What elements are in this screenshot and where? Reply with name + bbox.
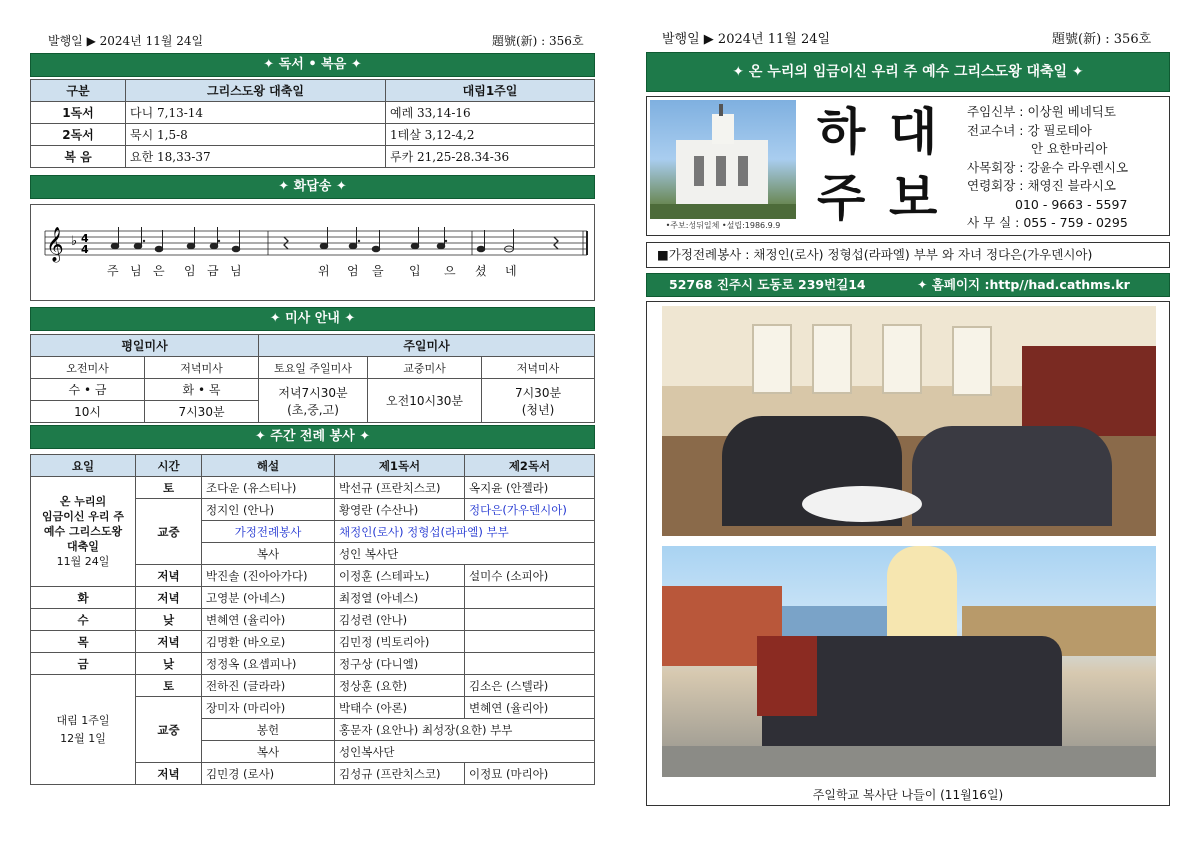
mass-sat-cell (259, 379, 368, 423)
mass-title: ✦ 미사 안내 ✦ (30, 307, 595, 331)
reader2: 설미수 (소피아) (465, 565, 595, 587)
issue-date: 발행일 ▶ 2024년 11월 24일 (48, 34, 204, 48)
service-header: 제2독서 (465, 455, 595, 477)
mass-eve-time: 7시30분 (514, 385, 562, 400)
reader1: 박태수 (아론) (335, 697, 465, 719)
reader1: 박선규 (프란치스코) (335, 477, 465, 499)
commentator: 조다운 (유스티나) (202, 477, 335, 499)
masthead-title (807, 97, 957, 235)
sunday1-date: 11월 24일 (56, 555, 110, 568)
photos-caption: 주일학교 복사단 나들이 (11월16일) (812, 788, 1004, 802)
reading-cell: 예레 33,14-16 (386, 102, 595, 124)
reader2 (465, 653, 595, 675)
lyric-syllable: 을 (372, 264, 384, 278)
time-cell: 토 (136, 675, 202, 697)
time-cell: 저녁 (136, 565, 202, 587)
family-service-note: ■가정전례봉사 : 채정인(로사) 정형섭(라파엘) 부부 와 자녀 정다은(가우덴시아) (646, 242, 1170, 268)
sunday1-line: 예수 그리스도왕 (43, 525, 123, 538)
altar-server-names: 성인 복사단 (335, 543, 595, 565)
readings-table (30, 79, 595, 168)
reading-label: 1독서 (31, 102, 126, 124)
commentator: 정지인 (안나) (202, 499, 335, 521)
reader1: 정구상 (다니엘) (335, 653, 465, 675)
commentator: 박진솔 (진아아가다) (202, 565, 335, 587)
mass-days: 수 • 금 (31, 379, 145, 401)
commentator: 김민경 (로사) (202, 763, 335, 785)
service-header: 시간 (136, 455, 202, 477)
altar-server-label: 복사 (202, 543, 335, 565)
sunday1-line: 대축일 (67, 540, 99, 553)
restaurant-photo (662, 306, 1156, 536)
sunday1-line: 임금이신 우리 주 (41, 510, 125, 523)
masthead (646, 96, 1170, 236)
reader2: 김소은 (스텔라) (465, 675, 595, 697)
offering-names: 홍문자 (요안나) 최성장(요한) 부부 (335, 719, 595, 741)
staff-line: 주임신부 : 이상원 베네딕토 (967, 104, 1116, 119)
music-staff (31, 205, 594, 300)
mass-time: 7시30분 (145, 401, 259, 423)
time-cell: 낮 (136, 609, 202, 631)
reader1: 이정훈 (스테파노) (335, 565, 465, 587)
lyric-syllable: 엄 (347, 264, 359, 278)
photo-caption: •주보:성뒤일체 •설립:1986.9.9 (650, 219, 796, 232)
reader2: 이정묘 (마리아) (465, 763, 595, 785)
time-cell: 교중 (136, 697, 202, 763)
lyric-syllable: 으 (444, 264, 456, 278)
family-service-names: 채정인(로사) 정형섭(라파엘) 부부 (335, 521, 595, 543)
reading-cell: 묵시 1,5-8 (126, 124, 386, 146)
reader1: 김성련 (안나) (335, 609, 465, 631)
issue-number: 題號(新) : 356호 (492, 34, 584, 48)
staff-line: 안 요한마리아 (1031, 141, 1108, 156)
address-bar (646, 273, 1170, 297)
reader1: 황영란 (수산나) (335, 499, 465, 521)
staff-line: 사 무 실 : 055 - 759 - 0295 (967, 215, 1128, 230)
mass-header: 토요일 주일미사 (259, 357, 368, 379)
lyric-syllable: 금 (207, 264, 219, 278)
service-table (30, 454, 595, 785)
mass-sat-time: 저녁7시30분 (278, 385, 348, 400)
offering-label: 봉헌 (202, 719, 335, 741)
reader2: 정다은(가우덴시아) (465, 499, 595, 521)
readings-header: 대림1주일 (386, 80, 595, 102)
reader2 (465, 587, 595, 609)
homepage-link[interactable]: ✦ 홈페이지 :http//had.cathms.kr (917, 277, 1130, 292)
mass-header: 오전미사 (31, 357, 145, 379)
psalm-score (30, 204, 595, 301)
issue-date-right: 발행일 ▶ 2024년 11월 24일 (662, 32, 831, 47)
service-title: ✦ 주간 전례 봉사 ✦ (30, 425, 595, 449)
sunday2-line: 대림 1주일 (56, 713, 110, 727)
altar-server-label: 복사 (202, 741, 335, 763)
staff-line: 010 - 9663 - 5597 (1015, 196, 1128, 212)
commentator: 김명환 (바오로) (202, 631, 335, 653)
sunday2-label (31, 675, 136, 785)
svg-text:4: 4 (81, 232, 89, 245)
flat-icon: ♭ (71, 234, 78, 249)
reader1: 김성규 (프란치스코) (335, 763, 465, 785)
church-photo (650, 100, 796, 232)
mass-time: 10시 (31, 401, 145, 423)
day-cell: 수 (31, 609, 136, 631)
staff-line: 전교수녀 : 강 필로테아 (967, 122, 1092, 138)
lyric-syllable: 주 (107, 264, 119, 278)
title-char: 보 (889, 168, 938, 227)
table-row (31, 631, 595, 653)
time-cell: 낮 (136, 653, 202, 675)
time-cell: 저녁 (136, 587, 202, 609)
staff-line: 사목회장 : 강윤수 라우렌시오 (967, 159, 1129, 175)
reader2 (465, 609, 595, 631)
commentator: 고영분 (아네스) (202, 587, 335, 609)
reader1: 정상훈 (요한) (335, 675, 465, 697)
mass-days: 화 • 목 (145, 379, 259, 401)
feast-banner: ✦ 온 누리의 임금이신 우리 주 예수 그리스도왕 대축일 ✦ (646, 52, 1170, 92)
photo-panel (646, 301, 1170, 806)
lyric-syllable: 임 (184, 264, 196, 278)
sunday2-date: 12월 1일 (60, 731, 106, 745)
table-row (31, 609, 595, 631)
table-row (31, 587, 595, 609)
time-cell: 저녁 (136, 631, 202, 653)
table-row (31, 124, 595, 146)
address-text: 52768 진주시 도동로 239번길14 (669, 277, 866, 292)
table-row (31, 102, 595, 124)
service-header: 해설 (202, 455, 335, 477)
table-row (31, 146, 595, 168)
commentator: 변혜연 (율리아) (202, 609, 335, 631)
time-cell: 교중 (136, 499, 202, 565)
title-char: 대 (889, 102, 938, 161)
day-cell: 목 (31, 631, 136, 653)
service-header: 제1독서 (335, 455, 465, 477)
reading-cell: 1테살 3,12-4,2 (386, 124, 595, 146)
lyric-syllable: 위 (318, 264, 330, 278)
mass-header: 저녁미사 (482, 357, 595, 379)
readings-header: 구분 (31, 80, 126, 102)
reading-label: 2독서 (31, 124, 126, 146)
lyric-syllable: 셨 (475, 264, 487, 278)
mass-header: 교중미사 (368, 357, 482, 379)
reading-cell: 루카 21,25-28.34-36 (386, 146, 595, 168)
reader2: 옥지윤 (안젤라) (465, 477, 595, 499)
staff-list (967, 103, 1167, 233)
reading-cell: 다니 7,13-14 (126, 102, 386, 124)
lyric-syllable: 네 (505, 264, 517, 278)
lyric-syllable: 님 (230, 264, 242, 278)
service-header: 요일 (31, 455, 136, 477)
commentator: 정정옥 (요셉피나) (202, 653, 335, 675)
lyric-syllable: 은 (153, 264, 165, 278)
reading-label: 복 음 (31, 146, 126, 168)
sunday1-label (31, 477, 136, 587)
family-service-label: 가정전례봉사 (202, 521, 335, 543)
issue-number-right: 題號(新) : 356호 (1052, 32, 1152, 47)
outing-photo (662, 546, 1156, 777)
reader1: 김민정 (빅토리아) (335, 631, 465, 653)
day-cell: 금 (31, 653, 136, 675)
mass-table (30, 334, 595, 423)
psalm-title: ✦ 화답송 ✦ (30, 175, 595, 199)
altar-server-names: 성인복사단 (335, 741, 595, 763)
lyric-syllable: 님 (130, 264, 142, 278)
svg-text:4: 4 (81, 243, 89, 256)
mass-eve-cell (482, 379, 595, 423)
mass-main-time: 오전10시30분 (368, 379, 482, 423)
reader1: 최정열 (아네스) (335, 587, 465, 609)
commentator: 장미자 (마리아) (202, 697, 335, 719)
reading-cell: 요한 18,33-37 (126, 146, 386, 168)
reader2: 변혜연 (율리아) (465, 697, 595, 719)
lyric-syllable: 입 (409, 264, 421, 278)
readings-header: 그리스도왕 대축일 (126, 80, 386, 102)
readings-title: ✦ 독서 • 복음 ✦ (30, 53, 595, 77)
treble-clef-icon: 𝄞 (46, 227, 64, 262)
reader2 (465, 631, 595, 653)
commentator: 전하진 (글라라) (202, 675, 335, 697)
mass-eve-note: (청년) (521, 402, 555, 417)
sunday1-line: 온 누리의 (59, 495, 107, 508)
mass-header: 저녁미사 (145, 357, 259, 379)
staff-line: 연령회장 : 채영진 블라시오 (967, 178, 1116, 193)
title-char: 주 (817, 168, 866, 227)
day-cell: 화 (31, 587, 136, 609)
mass-sat-note: (초,중,고) (287, 402, 339, 417)
table-row (31, 653, 595, 675)
mass-group-sunday: 주일미사 (259, 335, 595, 357)
time-cell: 토 (136, 477, 202, 499)
mass-group-weekday: 평일미사 (31, 335, 259, 357)
title-char: 하 (817, 102, 866, 161)
time-cell: 저녁 (136, 763, 202, 785)
